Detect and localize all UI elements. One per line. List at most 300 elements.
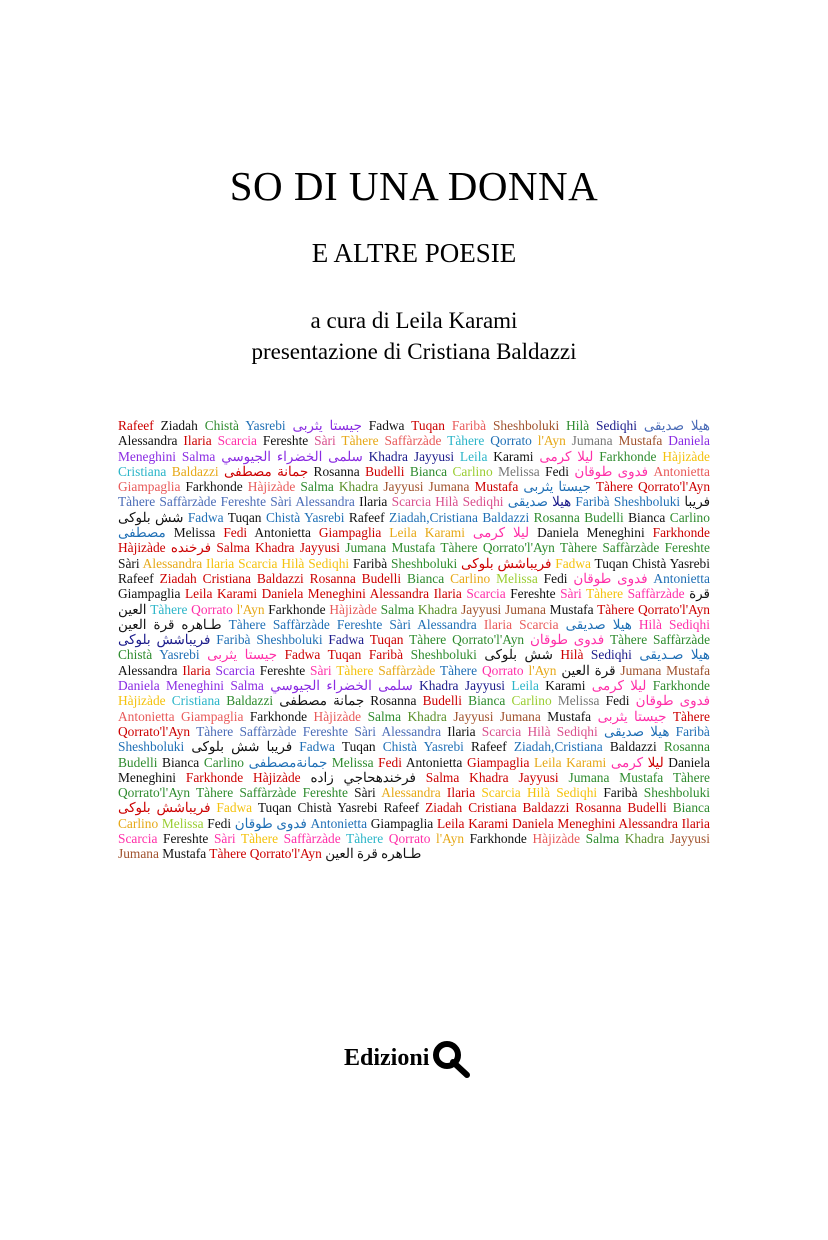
cloud-name: Sàri [560, 586, 582, 602]
cloud-name: Antonietta [653, 463, 710, 479]
cloud-name: Karami [216, 586, 258, 602]
cloud-name: Fedi [545, 463, 569, 479]
cloud-name: Saffàrzàde [272, 616, 330, 632]
cloud-name: لیلا [647, 754, 664, 770]
book-title: SO DI UNA DONNA [229, 163, 599, 209]
cloud-name: Carlino [452, 463, 493, 479]
cloud-name: Khadra [469, 769, 509, 785]
cloud-name: Farkhonde [249, 708, 308, 724]
cloud-name: Farkhonde [599, 448, 657, 464]
cloud-name: Tàhere [609, 632, 648, 648]
cloud-name: Ilaria [681, 815, 710, 831]
cloud-name: Karami [545, 678, 586, 694]
cloud-name: Daniela [118, 678, 160, 694]
cloud-name: Meneghini [557, 815, 616, 831]
cloud-name: Qorrato'l'Ayn [118, 785, 191, 801]
cloud-name: Sediqhi [596, 418, 637, 433]
cloud-name: Sàri [389, 616, 411, 632]
cloud-name: Daniela [537, 525, 579, 541]
cloud-name: Fereshte [262, 433, 309, 449]
cloud-name: Giampaglia [318, 525, 382, 541]
cloud-name: Qorrato [191, 601, 233, 617]
cloud-name: Alessandra [417, 616, 477, 632]
cloud-name: مصطفى [118, 525, 166, 541]
cloud-name: Leila [534, 754, 562, 770]
cloud-name: لیلا کرمی [472, 525, 530, 541]
cloud-name: Alessandra [118, 433, 178, 449]
cloud-name: Yasrebi [337, 800, 378, 816]
cloud-name: فدوى طوقان [635, 693, 711, 709]
cloud-name: Tuqan [327, 647, 362, 663]
cloud-name: Tuqan [369, 632, 404, 648]
cloud-name: Farkhonde [268, 601, 326, 617]
cloud-name: Ziadah,Cristiana [513, 739, 603, 755]
cloud-name: Sàri [213, 831, 236, 847]
cloud-name: جیستا یثربی [207, 647, 278, 663]
cloud-name: Ilaria [446, 785, 476, 801]
cloud-name: Jumana [505, 601, 546, 617]
cloud-name: هیلا صدیقی [565, 616, 632, 632]
cloud-name: Fadwa [187, 509, 224, 525]
cloud-name: Khadra [407, 708, 447, 724]
cloud-name: لیلا کرمی [539, 448, 594, 464]
cloud-name: Fereshte [259, 662, 306, 678]
cloud-name: l'Ayn [436, 831, 465, 847]
cloud-name: Carlino [203, 754, 244, 770]
cloud-name: Hàjizàde [313, 708, 362, 724]
cloud-name: Leila [184, 586, 213, 602]
cloud-name: Jumana [568, 769, 610, 785]
cloud-name: Ilaria [433, 586, 462, 602]
cloud-name: Faribà [216, 632, 251, 648]
cloud-name: Budelli [365, 463, 405, 479]
cloud-name: هیلا صدیقی [603, 723, 670, 739]
cloud-name: Farkhonde [652, 525, 710, 541]
cloud-name: Tàhere [195, 785, 234, 801]
cloud-name: Yasrebi [245, 418, 286, 433]
cloud-name: Tàhere [559, 540, 598, 556]
cloud-name: Jayyusi [413, 448, 455, 464]
cloud-name: Faribà [603, 785, 638, 801]
cloud-name: Scarcia [118, 831, 158, 847]
cloud-name: Chistà [118, 647, 153, 663]
cloud-name: Scarcia [481, 785, 521, 801]
cloud-name: Qorrato'l'Ayn [482, 540, 555, 556]
cloud-name: Tuqan [341, 739, 376, 755]
cloud-name: طـاهره قرة العين [118, 616, 222, 632]
cloud-name: Qorrato'l'Ayn [638, 479, 711, 495]
cloud-name: Fereshte [664, 540, 710, 556]
cloud-name: Leila [459, 448, 488, 464]
cloud-name: Hilà [638, 616, 662, 632]
cloud-name: Jayyusi [453, 708, 494, 724]
cloud-name: جیستا یثربی [597, 708, 667, 724]
cloud-name: Cristiana [118, 463, 167, 479]
cloud-name: Cristiana [171, 693, 221, 709]
cloud-name: Baldazzi [482, 509, 530, 525]
cloud-name: Meneghini [118, 448, 177, 464]
cloud-name: Chistà [297, 800, 332, 816]
cloud-name: Carlino [511, 693, 552, 709]
cloud-name: Meneghini [118, 769, 177, 785]
cloud-name: Hilà [560, 647, 584, 663]
cloud-name: Fedi [378, 754, 402, 770]
cloud-name: Hilà [281, 555, 305, 571]
cloud-name: Ilaria [183, 433, 212, 449]
cloud-name: Sheshboluki [410, 647, 477, 663]
cloud-name: Khadra [338, 479, 379, 495]
cloud-name: Mustafa [549, 601, 594, 617]
cloud-name: Antonietta [254, 525, 311, 541]
cloud-name: Chistà [204, 418, 239, 433]
cloud-name: لیلا کرمی [591, 678, 647, 694]
cloud-name: فریبا شش بلوکی [191, 739, 293, 755]
cloud-name: Ilaria [359, 494, 388, 510]
cloud-name: Ilaria [447, 723, 476, 739]
cloud-name: Alessandra [142, 555, 203, 571]
cloud-name: Melissa [498, 463, 540, 479]
cloud-name: Cristiana [468, 800, 517, 816]
cloud-name: طـاهره قرة العين [325, 846, 422, 862]
cloud-name: Tàhere [439, 662, 478, 678]
cloud-name: Salma [425, 769, 460, 785]
cloud-name: Jumana [571, 433, 613, 449]
cloud-name: Jayyusi [518, 769, 559, 785]
cloud-name: جمانة مصطفى [224, 463, 309, 479]
cloud-name: Jumana [345, 540, 387, 556]
cloud-name: Sàri [270, 494, 292, 510]
cloud-name: Fereshte [336, 616, 383, 632]
cloud-name: جمانةمصطفى [248, 754, 328, 770]
cloud-name: کرمی [610, 754, 643, 770]
cloud-name: Tàhere [196, 723, 234, 739]
cloud-name: Karami [424, 525, 465, 541]
cloud-name: Tuqan [411, 418, 445, 433]
cloud-name: Chistà [632, 555, 667, 571]
cloud-name: Fereshte [510, 586, 556, 602]
cloud-name: Tàhere [672, 769, 710, 785]
cloud-name: Tàhere [597, 601, 635, 617]
cloud-name: Sediqhi [669, 616, 710, 632]
cloud-name: Faribà [352, 555, 388, 571]
cloud-name: Budelli [118, 754, 158, 770]
cloud-name: Ziadah [159, 570, 197, 586]
cloud-name: Tàhere [440, 540, 478, 556]
cloud-name: Sediqhi [556, 785, 598, 801]
cloud-name: Sediqhi [590, 647, 632, 663]
cloud-name: Saffàrzàde [239, 723, 297, 739]
cloud-name: Rafeef [348, 509, 385, 525]
cloud-name: Qorrato'l'Ayn [118, 723, 191, 739]
cloud-name: Giampaglia [370, 815, 434, 831]
cloud-name: Farkhonde [185, 769, 244, 785]
presentation-line: presentazione di Cristiana Baldazzi [251, 339, 577, 364]
cloud-name: Fadwa [555, 555, 591, 571]
cloud-name: Qorrato [490, 433, 532, 449]
cloud-name: Faribà [451, 418, 487, 433]
cloud-name: Tuqan [227, 509, 262, 525]
cloud-name: Qorrato [481, 662, 524, 678]
cloud-name: Hilà [527, 723, 551, 739]
cloud-name: جیستا یثربی [523, 479, 591, 495]
cloud-name: Jumana [428, 479, 470, 495]
cloud-name: Farkhonde [652, 678, 710, 694]
cloud-name: Fedi [207, 815, 232, 831]
cloud-name: Faribà [575, 494, 610, 510]
cloud-name: Salma [585, 831, 620, 847]
cloud-name: Tàhere [118, 494, 156, 510]
cloud-name: Tàhere [209, 846, 247, 862]
cloud-name: Mustafa [547, 708, 592, 724]
cloud-name: Sheshboluki [118, 739, 185, 755]
cloud-name: Fadwa [328, 632, 365, 648]
cloud-name: Tàhere [336, 662, 374, 678]
name-cloud [118, 418, 710, 862]
editor-line: a cura di Leila Karami [310, 308, 518, 333]
cloud-name: Rosanna [313, 463, 360, 479]
cloud-name: Giampaglia [466, 754, 530, 770]
cloud-name: l'Ayn [537, 433, 566, 449]
cloud-name: Rosanna [663, 739, 710, 755]
cloud-name: Yasrebi [423, 739, 464, 755]
cloud-name: هیلا صدیقی [643, 418, 710, 433]
cloud-name: Scarcia [217, 433, 257, 449]
cloud-name: Saffàrzàde [239, 785, 297, 801]
cloud-name: Sàri [118, 555, 140, 571]
cloud-name: Carlino [669, 509, 710, 525]
cloud-name: Tuqan [594, 555, 629, 571]
cloud-name: Rosanna [309, 570, 356, 586]
cloud-name: جیستا یثربی [292, 418, 362, 433]
cloud-name: فریبا شش بلوکی [118, 494, 710, 525]
cloud-name: Tuqan [257, 800, 292, 816]
cloud-name: Fadwa [284, 647, 321, 663]
cloud-name: Daniela [261, 586, 304, 602]
cloud-name: Scarcia [466, 586, 506, 602]
cloud-name: Alessandra [381, 785, 441, 801]
cloud-name: Daniela [512, 815, 554, 831]
cloud-name: Jayyusi [299, 540, 340, 556]
cloud-name: l'Ayn [236, 601, 265, 617]
cloud-name: Chistà [382, 739, 417, 755]
cloud-name: Tàhere [228, 616, 266, 632]
cloud-name: Alessandra [295, 494, 355, 510]
cloud-name: Melissa [173, 525, 216, 541]
cloud-name: Saffàrzàde [627, 586, 685, 602]
cloud-name: فریباشش بلوکی [118, 800, 211, 816]
cloud-name: Sàri [314, 433, 336, 449]
cloud-name: Giampaglia [118, 479, 181, 495]
cloud-name: Sediqhi [556, 723, 598, 739]
cloud-name: Baldazzi [226, 693, 274, 709]
cloud-name: Budelli [627, 800, 667, 816]
cloud-name: هیلا [552, 494, 572, 510]
cloud-name: Farkhonde [469, 831, 527, 847]
cloud-name: Mustafa [666, 662, 711, 678]
cloud-name: Jumana [118, 846, 159, 862]
cloud-name: Fedi [543, 570, 568, 586]
cloud-name: Bianca [409, 463, 448, 479]
cloud-name: Qorrato'l'Ayn [452, 632, 525, 648]
cloud-name: Bianca [162, 754, 200, 770]
cloud-name: Ziadah [160, 418, 198, 433]
cloud-name: فدوى طوقان [234, 815, 307, 831]
cloud-name: Hilà [566, 418, 590, 433]
cloud-name: Salma [230, 678, 264, 694]
cloud-name: Tàhere [585, 586, 624, 602]
cloud-name: شش بلوکی [484, 647, 553, 663]
cloud-name: فریباشش بلوکی [461, 555, 552, 571]
publisher-name: Edizioni [344, 1044, 430, 1071]
cloud-name: فرخنده [170, 540, 212, 556]
cloud-name: Melissa [557, 693, 600, 709]
cloud-name: Faribà [675, 723, 710, 739]
cloud-name: Ilaria [182, 662, 211, 678]
cloud-name: Hàjizàde [253, 769, 301, 785]
cloud-name: Antonietta [118, 708, 175, 724]
cloud-name: Khadra [624, 831, 665, 847]
cloud-name: Salma [216, 540, 250, 556]
cloud-name: Jumana [499, 708, 541, 724]
cloud-name: Saffàrzàde [384, 433, 442, 449]
cloud-name: Salma [367, 708, 402, 724]
cloud-name: Antonietta [653, 570, 710, 586]
cloud-name: Jayyusi [383, 479, 424, 495]
cloud-name: Saffàrzàde [159, 494, 217, 510]
cloud-name: Bianca [468, 693, 506, 709]
cloud-name: Sheshboluki [391, 555, 458, 571]
cloud-name: Tàhere [447, 433, 485, 449]
cloud-name: Melissa [496, 570, 538, 586]
cloud-name: Meneghini [166, 678, 225, 694]
cloud-name: Sàri [354, 723, 376, 739]
cloud-name: Saffàrzàde [378, 662, 436, 678]
cloud-name: Baldazzi [256, 570, 304, 586]
cloud-name: جمانة مصطفى [279, 693, 365, 709]
cloud-name: Scarcia [238, 555, 278, 571]
cloud-name: فرخندهحاجي زاده [310, 769, 416, 785]
cloud-name: Qorrato'l'Ayn [637, 601, 711, 617]
cloud-name: Hàjizàde [532, 831, 581, 847]
cloud-name: Melissa [161, 815, 204, 831]
cloud-name: Jayyusi [461, 601, 502, 617]
cloud-name: Rafeef [118, 418, 154, 433]
cloud-name: Khadra [368, 448, 409, 464]
book-subtitle: E ALTRE POESIE [311, 238, 517, 268]
cloud-name: Fadwa [216, 800, 253, 816]
cloud-name: Baldazzi [522, 800, 570, 816]
cloud-name: Scarcia [481, 723, 522, 739]
cloud-name: Ilaria [206, 555, 235, 571]
cloud-name: فدوى طوقان [574, 463, 649, 479]
cloud-name: Meneghini [586, 525, 645, 541]
cloud-name: فدوى طوقان [573, 570, 648, 586]
cloud-name: Rafeef [118, 570, 154, 586]
cloud-name: Salma [181, 448, 216, 464]
cloud-name: Fadwa [299, 739, 335, 755]
cloud-name: Saffàrzàde [653, 632, 711, 648]
cloud-name: Fereshte [163, 831, 209, 847]
cloud-name: Leila [436, 815, 465, 831]
cloud-name: Hàjizàde [329, 601, 377, 617]
publisher-logo [344, 1038, 471, 1078]
cloud-name: Ziadah,Cristiana [389, 509, 478, 525]
cloud-name: Antonietta [310, 815, 368, 831]
cloud-name: Ziadah [425, 800, 463, 816]
cloud-name: Antonietta [405, 754, 463, 770]
cloud-name: Alessandra [618, 815, 678, 831]
cloud-name: Cristiana [202, 570, 252, 586]
cloud-name: Daniela [668, 754, 710, 770]
cloud-name: Rosanna [533, 509, 580, 525]
cloud-name: Sheshboluki [492, 418, 560, 433]
cloud-name: Bianca [406, 570, 445, 586]
cloud-name: Qorrato [388, 831, 431, 847]
cloud-name: l'Ayn [528, 662, 557, 678]
cloud-name: Jayyusi [669, 831, 710, 847]
cloud-name: Fadwa [368, 418, 405, 433]
cloud-name: Carlino [118, 815, 159, 831]
cloud-name: Faribà [368, 647, 404, 663]
cloud-name: Leila [389, 525, 417, 541]
cloud-name: Yasrebi [304, 509, 345, 525]
cloud-name: Hàjizàde [118, 693, 166, 709]
cloud-name: Salma [380, 601, 415, 617]
cloud-name: Baldazzi [609, 739, 657, 755]
cloud-name: Tàhere [341, 433, 379, 449]
cloud-name: Alessandra [369, 586, 430, 602]
cloud-name: Leila [511, 678, 539, 694]
cloud-name: Hàjizàde [118, 540, 166, 556]
cloud-name: Fereshte [302, 785, 348, 801]
cloud-name: Fedi [223, 525, 248, 541]
cloud-name: فدوى طوقان [530, 632, 605, 648]
cloud-name: Saffàrzàde [283, 831, 341, 847]
cloud-name: Sheshboluki [256, 632, 323, 648]
cloud-name: Karami [566, 754, 607, 770]
cloud-name: Karami [468, 815, 509, 831]
cloud-name: Ilaria [483, 616, 513, 632]
cloud-name: Giampaglia [118, 586, 181, 602]
cloud-name: Sàri [354, 785, 376, 801]
cloud-name: Fereshte [302, 723, 349, 739]
cloud-name: Alessandra [381, 723, 442, 739]
cloud-name: Tàhere [240, 831, 279, 847]
cloud-name: قرة العين [561, 662, 616, 678]
cloud-name: Sediqhi [308, 555, 350, 571]
cloud-name: Sheshboluki [613, 494, 681, 510]
cloud-name: Hàjizàde [662, 448, 710, 464]
cloud-name: Jumana [620, 662, 662, 678]
cloud-name: Giampaglia [180, 708, 244, 724]
cloud-name: سلمى الخضراء الجيوسي [270, 678, 413, 694]
cloud-name: Qorrato'l'Ayn [249, 846, 322, 862]
cloud-name: Khadra [417, 601, 458, 617]
cloud-name: Jayyusi [464, 678, 506, 694]
cloud-name: هیلا صـدیقی [639, 647, 710, 663]
cloud-name: Chistà [265, 509, 301, 525]
cloud-name: Salma [300, 479, 334, 495]
cloud-name: Budelli [361, 570, 402, 586]
cloud-name: Rosanna [370, 693, 417, 709]
q-magnifier-logo-icon [431, 1038, 471, 1078]
cloud-name: Tàhere [595, 479, 633, 495]
cloud-name: سلمى الخضراء الجيوسي [221, 448, 363, 464]
cloud-name: Saffàrzàde [602, 540, 660, 556]
cloud-name: Baldazzi [171, 463, 219, 479]
cloud-name: Mustafa [618, 433, 663, 449]
cloud-name: Mustafa [391, 540, 436, 556]
